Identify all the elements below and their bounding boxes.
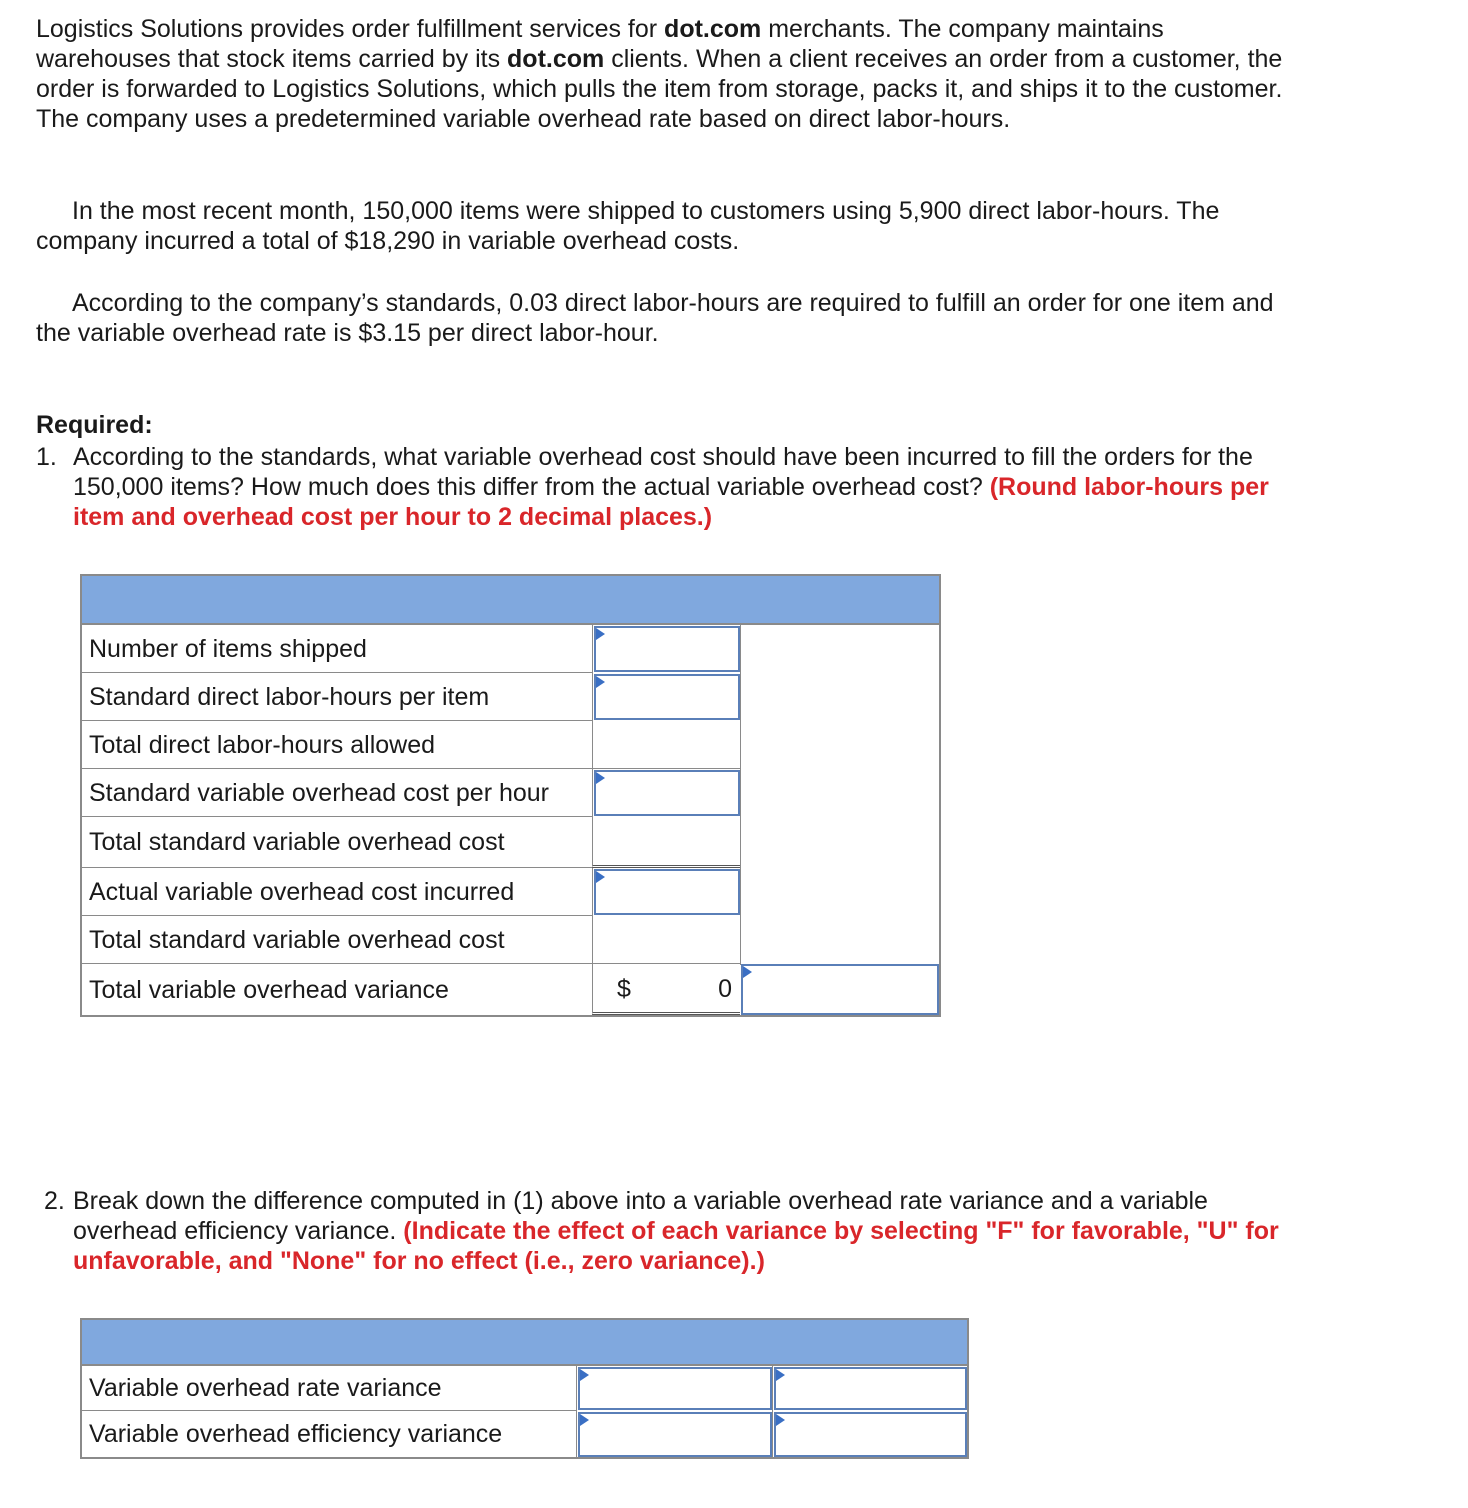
question-1 — [36, 442, 1276, 532]
input-cell — [592, 673, 740, 721]
question-1-text: According to the standards, what variable overhead cost should have been incurred to fill the orders for the 150,000 items? How much does this differ from the actual variable overhead cost? — [73, 443, 1253, 501]
intro-paragraph-3: According to the company’s standards, 0.03 direct labor-hours are required to fulfill an order for one item and the variable overhead rate is $3.15 per direct labor-hour. — [36, 289, 1274, 347]
input-cell — [576, 1366, 772, 1411]
table-row — [82, 769, 939, 817]
efficiency-variance-effect-select[interactable] — [774, 1412, 967, 1457]
table-row — [82, 817, 939, 868]
intro-paragraph-2: In the most recent month, 150,000 items were shipped to customers using 5,900 direct labor-hours. The company incurred a total of $18,290 in variable overhead costs. — [36, 197, 1220, 255]
computed-cell — [592, 721, 740, 769]
computed-cell — [592, 964, 740, 1015]
table-row — [82, 1366, 967, 1411]
row-label: Total standard variable overhead cost — [82, 916, 592, 964]
row-label: Variable overhead rate variance — [82, 1366, 576, 1411]
table-row — [82, 1411, 967, 1457]
question-1-note: (Round labor-hours per item and overhead cost per hour to 2 decimal places.) — [73, 473, 1269, 531]
table-1-header — [82, 576, 939, 625]
intro-bold-dotcom: dot.com — [664, 15, 762, 43]
efficiency-variance-amount-input[interactable] — [578, 1412, 772, 1457]
question-2-number: 2. — [44, 1187, 65, 1215]
row-label: Number of items shipped — [82, 625, 592, 673]
required-heading: Required: — [36, 411, 153, 439]
intro-text: clients. When a client receives an order from a customer, the order is forwarded to Logistics Solutions, which pulls the item from storage, packs it, and ships it to the customer. The company uses a predetermined variable overhead rate based on direct labor-hours. — [36, 45, 1283, 133]
question-2 — [44, 1186, 1284, 1276]
input-cell — [772, 1366, 967, 1411]
input-marker-icon — [596, 871, 605, 883]
variance-table-1 — [80, 574, 941, 1017]
rate-variance-amount-input[interactable] — [578, 1367, 772, 1410]
input-marker-icon — [596, 628, 605, 640]
table-2-header — [82, 1320, 967, 1366]
actual-overhead-cost-input[interactable] — [594, 869, 740, 915]
row-label: Variable overhead efficiency variance — [89, 1420, 503, 1448]
row-label: Total direct labor-hours allowed — [82, 721, 592, 769]
input-marker-icon — [776, 1414, 785, 1426]
input-cell — [740, 964, 939, 1015]
intro-bold-dotcom: dot.com — [507, 45, 605, 73]
question-1-number: 1. — [36, 443, 57, 471]
input-marker-icon — [580, 1414, 589, 1426]
input-marker-icon — [776, 1369, 785, 1381]
row-label: Actual variable overhead cost incurred — [82, 868, 592, 916]
variance-table-2 — [80, 1318, 969, 1459]
intro-paragraph-1 — [36, 14, 1286, 134]
question-2-note: (Indicate the effect of each variance by selecting "F" for favorable, "U" for unfavorable, and "None" for no effect (i.e., zero variance).) — [73, 1217, 1279, 1275]
intro-text: merchants. The company maintains warehouses that stock items carried by its — [36, 15, 1164, 73]
rate-variance-effect-select[interactable] — [774, 1367, 967, 1410]
input-cell — [772, 1411, 967, 1457]
intro-text: Logistics Solutions provides order fulfillment services for — [36, 15, 665, 43]
table-row — [82, 964, 939, 1015]
row-label: Total variable overhead variance — [89, 975, 449, 1004]
overhead-cost-per-hour-input[interactable] — [594, 770, 740, 816]
currency-symbol: $ — [617, 975, 631, 1003]
question-2-text: Break down the difference computed in (1) above into a variable overhead rate variance and a variable overhead efficiency variance. — [73, 1187, 1208, 1245]
row-label: Standard variable overhead cost per hour — [82, 769, 592, 817]
computed-cell — [592, 916, 740, 964]
table-row — [82, 916, 939, 964]
input-cell — [592, 868, 740, 916]
variance-total-value: 0 — [718, 975, 732, 1003]
table-row — [82, 868, 939, 916]
computed-cell — [592, 817, 740, 868]
input-marker-icon — [596, 772, 605, 784]
table-row — [82, 625, 939, 673]
table-row — [82, 673, 939, 721]
variance-effect-select[interactable] — [741, 964, 939, 1015]
input-cell — [576, 1411, 772, 1457]
input-cell — [592, 625, 740, 673]
input-marker-icon — [580, 1369, 589, 1381]
input-marker-icon — [743, 966, 752, 978]
row-label: Total standard variable overhead cost — [82, 817, 592, 868]
labor-hours-per-item-input[interactable] — [594, 674, 740, 720]
items-shipped-input[interactable] — [594, 626, 740, 672]
row-label: Standard direct labor-hours per item — [82, 673, 592, 721]
input-marker-icon — [596, 676, 605, 688]
input-cell — [592, 769, 740, 817]
table-row — [82, 721, 939, 769]
